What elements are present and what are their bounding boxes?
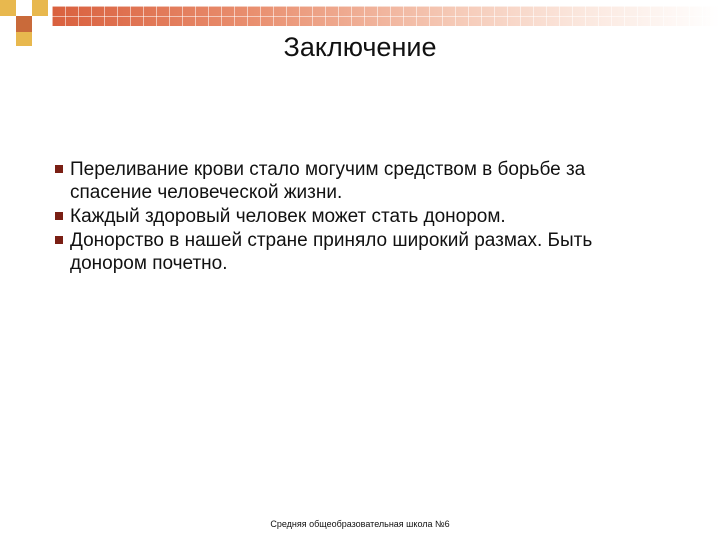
square-bullet-icon (55, 212, 63, 220)
slide-title: Заключение (283, 32, 437, 62)
corner-decoration (16, 0, 32, 16)
bullet-text: Донорство в нашей стране приняло широкий размах. Быть донором почетно. (70, 230, 593, 274)
corner-decoration (0, 0, 16, 16)
bullet-text: Переливание крови стало могучим средством в борьбе за спасение человеческой жизни. (70, 159, 586, 203)
corner-decoration (0, 16, 16, 32)
bullet-item (56, 229, 656, 275)
square-bullet-icon (55, 165, 63, 173)
bullet-list (56, 158, 656, 275)
square-bullet-icon (55, 236, 63, 244)
corner-decoration (32, 0, 48, 16)
footer-text: Средняя общеобразовательная школа №6 (270, 519, 450, 529)
header-grid (52, 6, 720, 26)
corner-decoration (16, 16, 32, 32)
bullet-item (56, 158, 656, 204)
bullet-item (56, 205, 656, 228)
corner-decoration (32, 16, 48, 32)
bullet-text: Каждый здоровый человек может стать донором. (70, 206, 506, 227)
